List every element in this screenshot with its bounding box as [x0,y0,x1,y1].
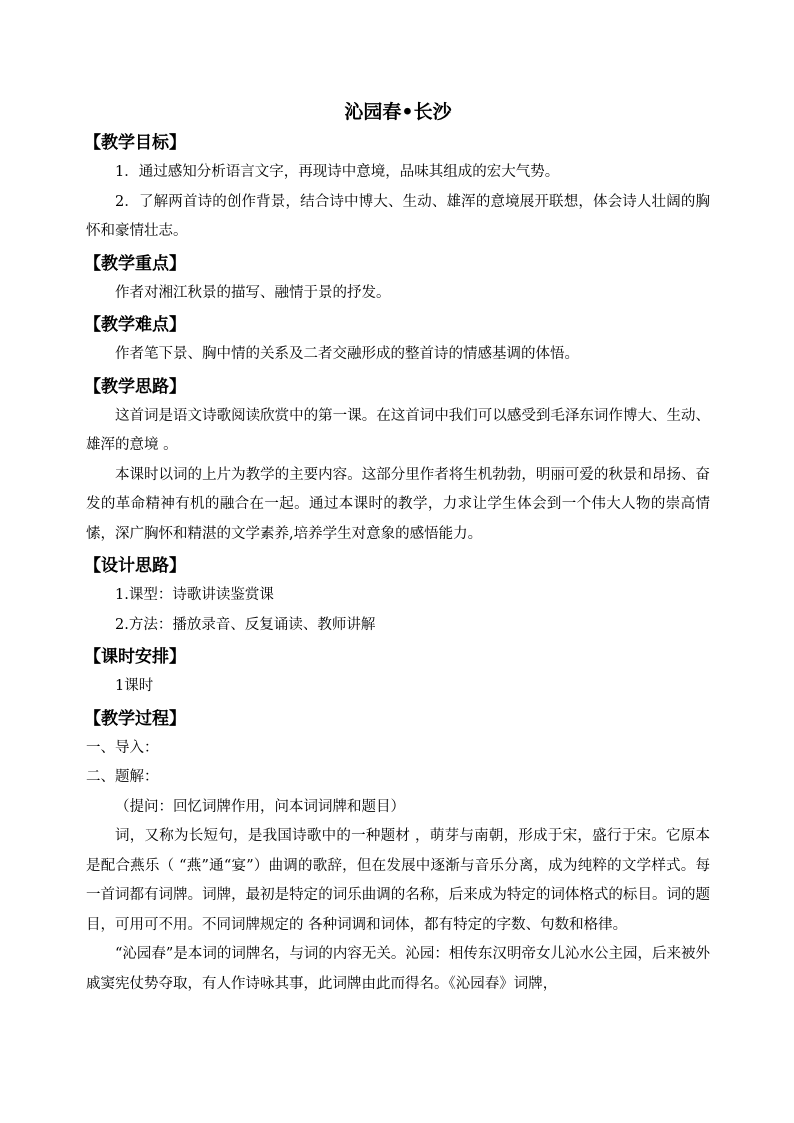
design-item-1: 1.课型：诗歌讲读鉴赏课 [115,587,274,603]
section-heading-schedule: 【课时安排】 [84,647,186,667]
schedule-text: 1课时 [115,678,154,694]
approach-paragraph-2: 本课时以词的上片为教学的主要内容。这部分里作者将生机勃勃，明丽可爱的秋景和昂扬、奋发的革命精神有机的融合在一起。通过本课时的教学，力求让学生体会到一个伟大人物的崇高情愫，深广胸怀和精湛的文学素养,培养学生对意象的感悟能力。 [86,466,710,542]
approach-paragraph-1: 这首词是语文诗歌阅读欣赏中的第一课。在这首词中我们可以感受到毛泽东词作博大、生动、雄浑的意境 。 [86,407,710,453]
section-heading-difficulties: 【教学难点】 [84,315,186,335]
process-question: （提问：回忆词牌作用，问本词词牌和题目） [115,798,405,815]
process-item-intro: 一、导入： [86,739,159,756]
section-heading-process: 【教学过程】 [84,708,186,729]
document-page [86,98,710,999]
objective-2: 2．了解两首诗的创作背景，结合诗中博大、生动、雄浑的意境展开联想，体会诗人壮阔的胸怀和豪情壮志。 [86,193,710,239]
process-paragraph-ci: 词，又称为长短句，是我国诗歌中的一种题材 ，萌芽与南朝，形成于宋，盛行于宋。它原本是配合燕乐（ “燕”通“宴”）曲调的歌辞，但在发展中逐渐与音乐分离，成为纯粹的文学样式。每一首词都有词牌。词牌，最初是特定的词乐曲调的名称，后来成为特定的词体格式的标目。词的题目，可用可不用。不同词牌规定的 各种词调和词体，都有特定的字数、句数和格律。 [86,828,710,933]
difficulty-text: 作者笔下景、胸中情的关系及二者交融形成的整首诗的情感基调的体悟。 [115,346,579,362]
process-item-title-explanation: 二、题解： [86,769,159,785]
key-point-text: 作者对湘江秋景的描写、融情于景的抒发。 [115,284,391,301]
process-paragraph-qinyuanchun: “沁园春”是本词的词牌名，与词的内容无关。沁园：相传东汉明帝女儿沁水公主园，后来被外戚窦宪仗势夺取，有人作诗咏其事，此词牌由此而得名。《沁园春》词牌， [86,946,710,992]
section-heading-design: 【设计思路】 [84,556,186,576]
section-heading-teaching-approach: 【教学思路】 [84,376,186,397]
objective-1: 1．通过感知分析语言文字，再现诗中意境，品味其组成的宏大气势。 [115,164,560,180]
design-item-2: 2.方法：播放录音、反复诵读、教师讲解 [115,616,376,633]
section-heading-objectives: 【教学目标】 [84,133,186,153]
document-title: 沁园春•长沙 [344,101,452,123]
section-heading-key-points: 【教学重点】 [84,253,186,274]
